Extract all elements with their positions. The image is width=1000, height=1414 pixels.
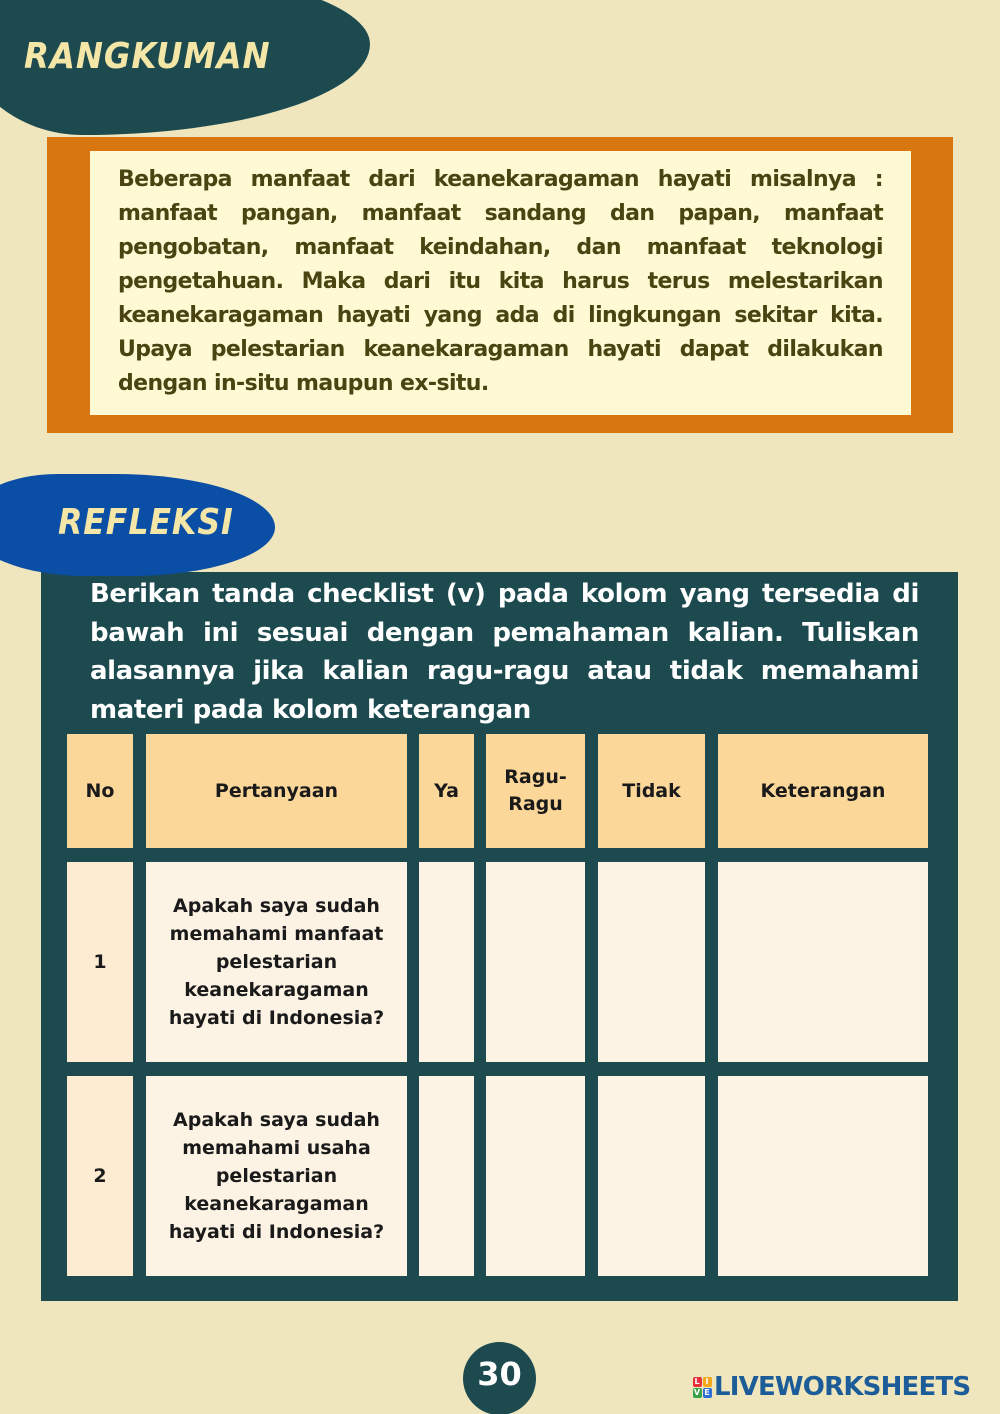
row-1-ya-cell[interactable] <box>419 862 474 1062</box>
row-2-tidak-cell[interactable] <box>598 1076 705 1276</box>
refleksi-title: REFLEKSI <box>58 502 234 543</box>
header-keterangan: Keterangan <box>718 734 928 848</box>
row-2-keterangan-cell[interactable] <box>718 1076 928 1276</box>
row-1-tidak-cell[interactable] <box>598 862 705 1062</box>
brand-name: LIVEWORKSHEETS <box>714 1372 971 1402</box>
logo-letter-l: L <box>694 1377 700 1386</box>
summary-text: Beberapa manfaat dari keanekaragaman hayati misalnya : manfaat pangan, manfaat sandang dan papan, manfaat pengobatan, manfaat keindahan, dan manfaat teknologi pengetahuan. Maka dari itu kita harus terus melestarikan keanekaragaman hayati yang ada di lingkungan sekitar kita. Upaya pelestarian keanekaragaman hayati dapat dilakukan dengan in-situ maupun ex-situ. <box>118 167 883 396</box>
logo-letter-e: E <box>704 1388 710 1397</box>
logo-letter-i: I <box>703 1377 712 1387</box>
row-1-no: 1 <box>67 862 133 1062</box>
liveworksheets-logo <box>692 1372 970 1402</box>
row-1-keterangan-cell[interactable] <box>718 862 928 1062</box>
row-2-ya-cell[interactable] <box>419 1076 474 1276</box>
header-no: No <box>67 734 133 848</box>
liveworksheets-icon <box>692 1376 712 1398</box>
rangkuman-title: RANGKUMAN <box>24 36 271 77</box>
header-tidak: Tidak <box>598 734 705 848</box>
summary-box <box>90 151 911 415</box>
row-2-no: 2 <box>67 1076 133 1276</box>
header-pertanyaan: Pertanyaan <box>146 734 407 848</box>
header-ya: Ya <box>419 734 474 848</box>
logo-letter-v: V <box>693 1388 701 1397</box>
row-1-ragu-cell[interactable] <box>486 862 585 1062</box>
header-ragu-ragu: Ragu-Ragu <box>486 734 585 848</box>
row-2-question: Apakah saya sudah memahami usaha pelestarian keanekaragaman hayati di Indonesia? <box>146 1076 407 1276</box>
row-1-question: Apakah saya sudah memahami manfaat pelestarian keanekaragaman hayati di Indonesia? <box>146 862 407 1062</box>
row-2-ragu-cell[interactable] <box>486 1076 585 1276</box>
page-number: 30 <box>463 1342 536 1414</box>
reflection-instruction: Berikan tanda checklist (v) pada kolom yang tersedia di bawah ini sesuai dengan pemahaman kalian. Tuliskan alasannya jika kalian ragu-ragu atau tidak memahami materi pada kolom keterangan <box>90 579 919 725</box>
